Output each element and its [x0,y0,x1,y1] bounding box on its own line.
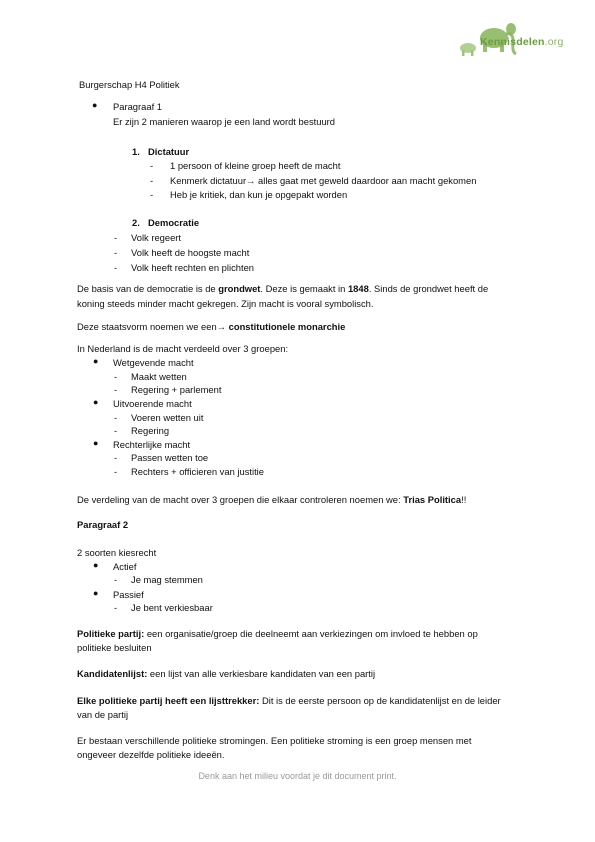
trekker-line2: van de partij [77,709,129,720]
logo-brand: Kennisdelen [480,36,545,48]
dash-icon: - [114,425,118,436]
grondwet-term: grondwet [218,283,261,294]
dash-icon: - [114,384,118,395]
grondwet-text: . Sinds de grondwet heeft de [368,283,489,294]
kiesrecht-type: Actief [113,561,137,572]
partij-line1 [77,628,478,639]
macht-item: Maakt wetten [131,371,187,382]
democratie-item: Volk heeft rechten en plichten [131,262,255,273]
democratie-title: Democratie [148,217,200,228]
dictatuur-item: Heb je kritiek, dan kun je opgepakt worden [170,189,348,200]
lijst-line [77,668,375,679]
grondwet-line2: koning steeds minder macht gekregen. Zijn macht is vooral symbolisch. [77,298,374,309]
kiesrecht-item: Je mag stemmen [131,574,203,585]
trias-line [77,494,466,505]
dash-icon: - [114,602,118,613]
dictatuur-item: 1 persoon of kleine groep heeft de macht [170,160,341,171]
dictatuur-item: Kenmerk dictatuur→ alles gaat met geweld daardoor aan macht gekomen [170,175,477,186]
machten-intro: In Nederland is de macht verdeeld over 3 groepen: [77,343,289,354]
macht-item: Rechters + officieren van justitie [131,466,264,477]
staatsvorm-text: Deze staatsvorm noemen we een→ [77,321,229,332]
footer-note: Denk aan het milieu voordat je dit document print. [198,771,397,781]
bullet-icon: ● [93,588,99,598]
stromingen-line2: ongeveer dezelfde politieke ideeën. [77,749,225,760]
bullet-icon: ● [92,100,98,110]
grondwet-text: . Deze is gemaakt in [260,283,348,294]
stromingen-line1: Er bestaan verschillende politieke stromingen. Een politieke stroming is een groep mensen met [77,735,472,746]
dictatuur-number: 1. [132,146,140,157]
dash-icon: - [150,189,154,200]
kiesrecht-intro: 2 soorten kiesrecht [77,547,157,558]
macht-item: Regering + parlement [131,384,222,395]
dictatuur-title: Dictatuur [148,146,190,157]
document-title: Burgerschap H4 Politiek [79,79,180,90]
kennisdelen-logo [456,14,580,62]
lijst-term: Kandidatenlijst: [77,668,148,679]
bullet-icon: ● [93,438,99,448]
trias-text: !! [461,494,467,505]
trekker-def: Dit is de eerste persoon op de kandidatenlijst en de leider [259,695,501,706]
dash-icon: - [114,371,118,382]
macht-item: Passen wetten toe [131,452,209,463]
lijst-def: een lijst van alle verkiesbare kandidaten van een partij [147,668,376,679]
trekker-line1 [77,695,501,706]
logo-tld: .org [544,36,564,48]
staatsvorm-line [77,321,345,332]
dash-icon: - [114,247,118,258]
democratie-item: Volk heeft de hoogste macht [131,247,250,258]
staatsvorm-term: constitutionele monarchie [228,321,346,332]
macht-group-name: Uitvoerende macht [113,398,192,409]
grondwet-line1 [77,283,488,294]
par1-heading: Paragraaf 1 [113,101,162,112]
dash-icon: - [114,232,118,243]
partij-def: een organisatie/groep die deelneemt aan verkiezingen om invloed te hebben op [144,628,478,639]
partij-line2: politieke besluiten [77,642,152,653]
dash-icon: - [150,175,154,186]
kiesrecht-item: Je bent verkiesbaar [131,602,213,613]
bullet-icon: ● [93,356,99,366]
trekker-term: Elke politieke partij heeft een lijsttrekker: [77,695,260,706]
bullet-icon: ● [93,397,99,407]
trias-text: De verdeling van de macht over 3 groepen die elkaar controleren noemen we: [77,494,404,505]
democratie-number: 2. [132,217,140,228]
dash-icon: - [114,262,118,273]
par1-intro: Er zijn 2 manieren waarop je een land wordt bestuurd [113,116,336,127]
democratie-item: Volk regeert [131,232,182,243]
dash-icon: - [114,466,118,477]
macht-group-name: Wetgevende macht [113,357,194,368]
grondwet-year: 1848 [347,283,369,294]
dash-icon: - [114,574,118,585]
logo-wordmark [480,36,564,48]
par2-heading: Paragraaf 2 [77,519,129,530]
dash-icon: - [114,452,118,463]
dash-icon: - [114,412,118,423]
bullet-icon: ● [93,560,99,570]
grondwet-text: De basis van de democratie is de [77,283,219,294]
kiesrecht-type: Passief [113,589,144,600]
macht-item: Regering [131,425,170,436]
dash-icon: - [150,160,154,171]
partij-term: Politieke partij: [77,628,145,639]
macht-item: Voeren wetten uit [131,412,204,423]
macht-group-name: Rechterlijke macht [113,439,191,450]
trias-term: Trias Politica [403,494,462,505]
